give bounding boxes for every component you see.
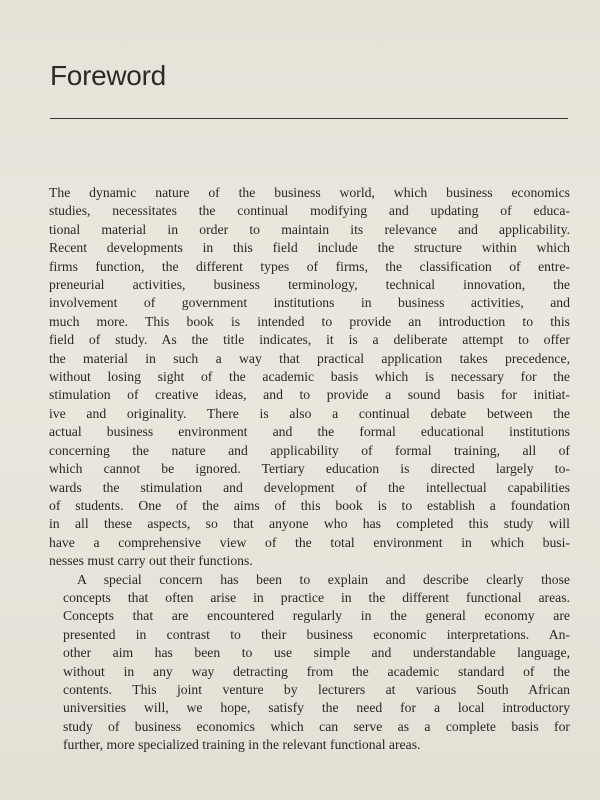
text-line: contents. This joint venture by lecturers at various South African	[63, 681, 570, 697]
text-line: Recent developments in this field include the structure within which	[49, 240, 570, 256]
text-line: further, more specialized training in the relevant functional areas.	[63, 737, 421, 753]
text-line: presented in contrast to their business economic interpretations. An-	[63, 626, 570, 642]
title-divider	[50, 118, 568, 119]
text-line: which cannot be ignored. Tertiary education is directed largely to-	[49, 461, 570, 477]
text-line: firms function, the different types of firms, the classification of entre-	[49, 258, 570, 274]
text-line: much more. This book is intended to provide an introduction to this	[49, 313, 570, 329]
text-line: The dynamic nature of the business world, which business economics	[49, 185, 570, 200]
text-line: the material in such a way that practical application takes precedence,	[49, 350, 570, 366]
text-line: studies, necessitates the continual modifying and updating of educa-	[49, 203, 570, 219]
text-line: study of business economics which can serve as a complete basis for	[63, 718, 570, 734]
text-line: concepts that often arise in practice in the different functional areas.	[63, 589, 570, 605]
text-line: universities will, we hope, satisfy the need for a local introductory	[63, 700, 570, 716]
text-line: field of study. As the title indicates, it is a deliberate attempt to offer	[49, 332, 570, 348]
text-line: have a comprehensive view of the total environment in which busi-	[49, 534, 570, 550]
text-line: stimulation of creative ideas, and to provide a sound basis for initiat-	[49, 387, 570, 403]
text-line: preneurial activities, business terminology, technical innovation, the	[49, 277, 570, 293]
text-line: of students. One of the aims of this book is to establish a foundation	[49, 497, 570, 513]
paragraph-2	[49, 571, 570, 589]
text-line: other aim has been to use simple and understandable language,	[63, 645, 570, 661]
foreword-body	[49, 184, 570, 755]
text-line: tional material in order to maintain its relevance and applicability.	[49, 221, 570, 237]
text-line: in all these aspects, so that anyone who has completed this study will	[49, 516, 570, 532]
text-line: actual business environment and the formal educational institutions	[49, 424, 570, 440]
text-line: concerning the nature and applicability of formal training, all of	[49, 442, 570, 458]
text-line: involvement of government institutions in business activities, and	[49, 295, 570, 311]
text-line: without losing sight of the academic basis which is necessary for the	[49, 369, 570, 385]
paragraph-1	[49, 184, 570, 571]
text-line: nesses must carry out their functions.	[49, 553, 253, 569]
text-line: A special concern has been to explain and describe clearly those	[77, 571, 570, 587]
text-line: Concepts that are encountered regularly in the general economy are	[63, 608, 570, 624]
paragraph-2-cont	[49, 589, 570, 755]
text-line: without in any way detracting from the academic standard of the	[63, 663, 570, 679]
text-line: wards the stimulation and development of the intellectual capabilities	[49, 479, 570, 495]
page-title: Foreword	[50, 60, 166, 91]
text-line: ive and originality. There is also a continual debate between the	[49, 405, 570, 421]
